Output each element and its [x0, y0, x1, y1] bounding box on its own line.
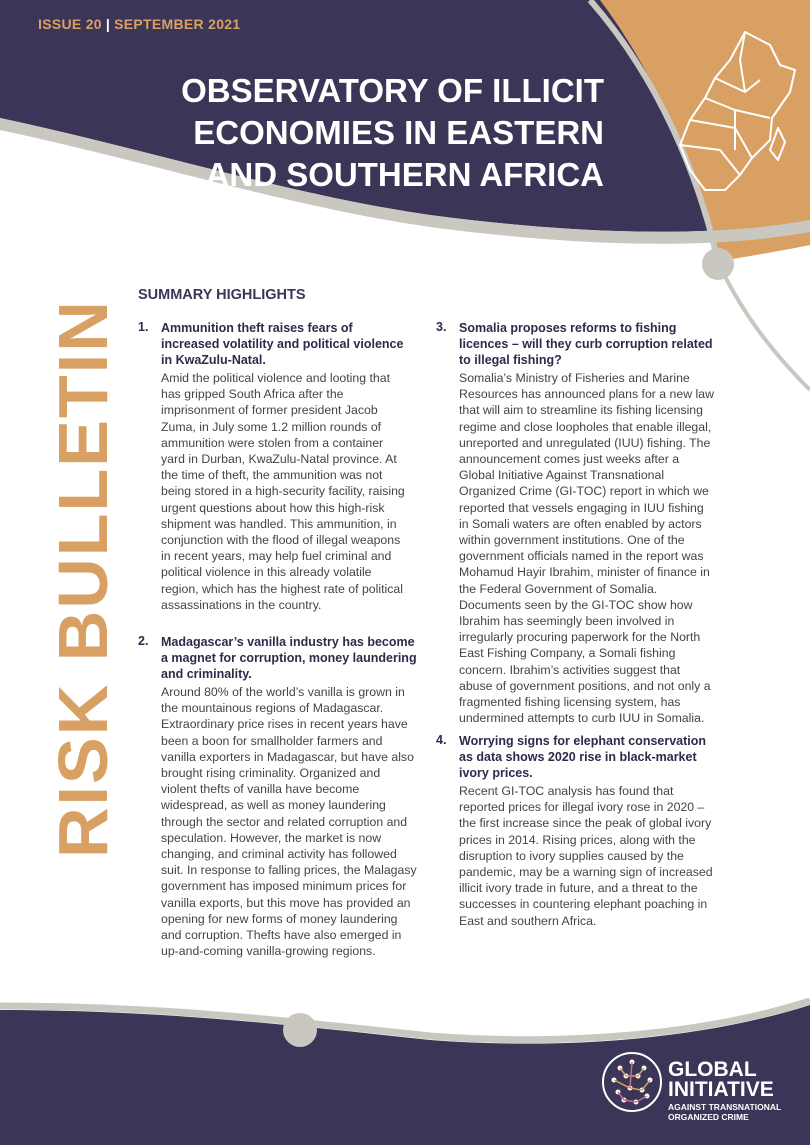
issue-number: ISSUE 20: [38, 16, 102, 32]
item-heading: Ammunition theft raises fears of increased volatility and political violence in KwaZulu-Natal.: [161, 321, 404, 367]
item-body: Around 80% of the world’s vanilla is grown in the mountainous regions of Madagascar. Extraordinary price rises in recent years have been a boon for smallholder farmers and vanilla exporters in Madagascar, but have also brought rising criminality. Organized and violent thefts of vanilla have become widespread, as well as money laundering through the sector and related corruption and speculation. However, the market is now changing, and criminal activity has followed suit. In response to falling prices, the Malagasy government has imposed minimum prices for vanilla exports, but this move has provided an opening for new forms of money laundering and corruption. Thefts have also emerged in up-and-coming vanilla-growing regions.: [161, 685, 417, 959]
grey-diagonal-line: [718, 262, 810, 390]
issue-date: SEPTEMBER 2021: [114, 16, 241, 32]
item-body: Somalia’s Ministry of Fisheries and Marine Resources has announced plans for a new law that will aim to streamline its fishing licensing regime and close loopholes that enable illegal, unreported and unregulated (IUU) fishing. The announcement comes just weeks after a Global Initiative Against Transnational Organized Crime (GI-TOC) report in which we reported that vessels engaging in IUU fishing in Somali waters are often enabled by actors within government institutions. One of the government officials named in the report was Mohamud Hayir Ibrahim, minister of finance in the Federal Government of Somalia. Documents seen by the GI-TOC show how Ibrahim has seemingly been involved in irregularly procuring paperwork for the North East Fishing Company, a Somali fishing concern. Ibrahim’s activities suggest that abuse of government positions, and not only a fragmented fishing licensing system, has undermined attempts to curb IUU in Somalia.: [459, 371, 714, 726]
item-heading: Madagascar’s vanilla industry has become a magnet for corruption, money laundering and criminality.: [161, 635, 417, 681]
page-title: [84, 70, 604, 196]
title-line-1: OBSERVATORY OF ILLICIT: [181, 72, 604, 109]
grey-dot-top: [702, 248, 734, 280]
grey-dot-bottom: [283, 1013, 317, 1047]
item-number: 2.: [138, 634, 149, 648]
organization-logo-text: [668, 1060, 781, 1122]
highlight-item: [138, 320, 410, 613]
highlight-item: [436, 733, 716, 929]
issue-line: [38, 16, 240, 32]
side-title: RISK BULLETIN: [44, 299, 122, 858]
logo-line-3: AGAINST TRANSNATIONAL: [668, 1102, 782, 1112]
title-line-3: AND SOUTHERN AFRICA: [205, 156, 604, 193]
logo-line-4: ORGANIZED CRIME: [668, 1112, 749, 1122]
item-number: 3.: [436, 320, 447, 334]
logo-line-1: GLOBAL: [668, 1058, 757, 1081]
item-body: Amid the political violence and looting that has gripped South Africa after the imprisonment of former president Jacob Zuma, in July some 1.2 million rounds of ammunition were stolen from a container yard in Durban, KwaZulu-Natal province. At the time of theft, the ammunition was not being stored in a high-security facility, raising urgent questions about how this high-risk shipment was handled. This ammunition, in conjunction with the flood of illegal weapons in recent years, may help fuel criminal and political violence in this already volatile region, which has the highest rate of political assassinations in the country.: [161, 371, 405, 612]
item-number: 1.: [138, 320, 149, 334]
highlight-item: [138, 634, 418, 959]
item-body: Recent GI-TOC analysis has found that reported prices for illegal ivory rose in 2020 – the first increase since the peak of global ivory prices in 2014. Rising prices, along with the disruption to ivory supplies caused by the pandemic, may be a warning sign of increased illicit ivory trade in future, and a threat to the successes in countering elephant poaching in East and southern Africa.: [459, 784, 713, 928]
title-line-2: ECONOMIES IN EASTERN: [193, 114, 604, 151]
item-number: 4.: [436, 733, 447, 747]
item-heading: Worrying signs for elephant conservation as data shows 2020 rise in black-market ivory prices.: [459, 734, 707, 780]
summary-heading: SUMMARY HIGHLIGHTS: [138, 287, 306, 303]
highlight-item: [436, 320, 716, 726]
logo-line-2: INITIATIVE: [668, 1078, 774, 1101]
item-heading: Somalia proposes reforms to fishing licences – will they curb corruption related to illegal fishing?: [459, 321, 713, 367]
issue-separator: |: [105, 16, 111, 32]
